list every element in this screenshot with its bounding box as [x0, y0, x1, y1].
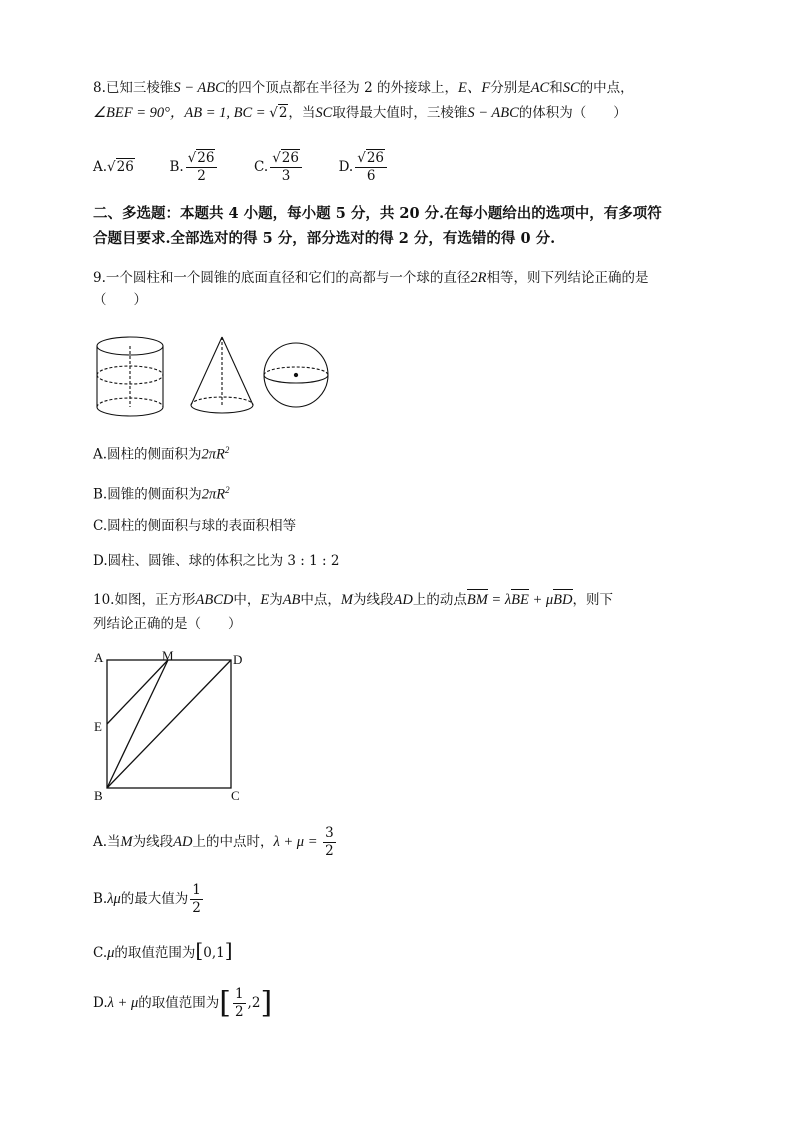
bracket-right: ] — [260, 985, 273, 1021]
q10-d-text: 的取值范围为 — [138, 995, 220, 1011]
bracket-right: ] — [224, 938, 233, 962]
q8-line1 — [93, 78, 634, 98]
q8-text: 的中点， — [579, 80, 634, 96]
bracket-left: [ — [219, 985, 231, 1021]
q8-text: 的四个顶点都在半径为 2 的外接球上， — [224, 80, 458, 96]
q9-b-expr: 2πR — [201, 486, 226, 503]
q9-line2: （ ） — [93, 292, 147, 308]
q10-a-text: 上的中点时， — [192, 834, 274, 850]
q10-text: 为线段 — [353, 592, 394, 608]
q9-line1 — [93, 268, 649, 288]
option-b-num: 26 — [197, 150, 215, 166]
q10-b-expr: λμ — [107, 891, 121, 907]
q8-angle: ∠BEF = 90°， — [93, 105, 185, 121]
q10-text: 中， — [233, 592, 261, 608]
option-c-value: $\frac{√26}{3}$ — [270, 150, 302, 185]
q10-a-fraction — [323, 825, 336, 860]
option-d-num: 26 — [366, 150, 385, 166]
q10-ab: AB — [282, 592, 301, 608]
option-b-value: $\frac{√26}{2}$ — [186, 150, 218, 185]
q10-e: E — [260, 592, 270, 608]
q8-text: 和 — [549, 80, 563, 96]
bracket-left: [ — [195, 938, 204, 962]
label-c: C — [231, 788, 240, 803]
q10-eq: = λ — [487, 592, 512, 608]
option-c-num: 26 — [281, 150, 299, 166]
label-a: A — [94, 650, 104, 665]
q10-a-den: 2 — [325, 843, 334, 859]
q10-c-text: C. — [93, 945, 108, 961]
option-b-den: 2 — [197, 168, 206, 184]
q9-option-b — [93, 480, 230, 505]
q10-d-den: 2 — [234, 1004, 244, 1020]
q10-d-fraction — [233, 986, 246, 1021]
q8-prefix: 8.已知三棱锥 — [93, 80, 174, 96]
q8-text: ，当 — [288, 105, 316, 121]
q10-option-d — [93, 982, 272, 1024]
q9-option-a — [93, 440, 229, 465]
q8-ef: E、F — [457, 80, 491, 96]
label-b: B — [94, 788, 103, 803]
q10-b-text: B. — [93, 891, 108, 907]
q9-2r: 2R — [470, 270, 487, 286]
vector-bd: BD — [553, 592, 573, 608]
q10-a-text: A.当 — [93, 834, 121, 850]
section2-line1: 二、多选题：本题共 4 小题，每小题 5 分，共 20 分.在每小题给出的选项中，有多项符 — [93, 205, 662, 222]
q10-plus: + μ — [528, 592, 554, 608]
label-e: E — [94, 719, 102, 734]
q9-a-sup: 2 — [224, 445, 230, 455]
q9-text: 相等，则下列结论正确的是 — [486, 270, 649, 286]
option-d-den: 6 — [366, 168, 376, 184]
option-d-value: $\frac{√26}{6}$ — [355, 150, 387, 185]
q10-a-num: 3 — [325, 825, 334, 841]
segment-bm — [107, 660, 168, 788]
q8-ac: AC — [530, 80, 550, 96]
label-d: D — [233, 652, 243, 667]
q8-line2 — [93, 103, 627, 123]
sphere-figure — [264, 343, 328, 407]
q10-b-den: 2 — [192, 900, 201, 916]
q10-square-figure — [90, 648, 250, 806]
q10-d-expr: λ + μ — [107, 995, 139, 1011]
q8-sc: SC — [562, 80, 580, 96]
q9-b-text: B.圆锥的侧面积为 — [93, 486, 202, 503]
option-a-label: A. — [93, 159, 108, 175]
q8-options — [93, 147, 389, 187]
option-c-den: 3 — [281, 168, 291, 184]
q10-option-a — [93, 824, 338, 860]
q10-m: M — [340, 592, 354, 608]
q10-c-mu: μ — [107, 945, 115, 961]
q9-a-expr: 2πR — [201, 446, 225, 463]
q10-d-num: 1 — [234, 986, 244, 1002]
option-b-label: B. — [169, 159, 184, 175]
q10-c-range: 0,1 — [203, 945, 225, 961]
q10-a-ad: AD — [173, 834, 193, 850]
q9-text: 9.一个圆柱和一个圆锥的底面直径和它们的高都与一个球的直径 — [93, 270, 471, 286]
option-a-value: √26 — [107, 159, 134, 175]
q9-option-c: C.圆柱的侧面积与球的表面积相等 — [93, 518, 297, 534]
segment-bd — [107, 660, 231, 788]
q10-line1 — [93, 590, 613, 610]
label-m: M — [162, 648, 174, 663]
q10-text: 10.如图，正方形 — [93, 592, 196, 608]
cone-figure — [191, 337, 253, 413]
q10-b-fraction — [190, 882, 203, 917]
q8-sqrt2-radicand: 2 — [278, 105, 288, 121]
q10-line2: 列结论正确的是（ ） — [93, 616, 242, 632]
q9-b-sup: 2 — [225, 485, 230, 495]
q10-b-num: 1 — [192, 882, 201, 898]
q8-sqrt2: √2 — [269, 105, 288, 121]
q8-tetrahedron: S − ABC — [467, 105, 519, 121]
q9-a-text: A.圆柱的侧面积为 — [93, 446, 202, 463]
q8-sc: SC — [315, 105, 333, 121]
q8-tetrahedron: S − ABC — [173, 80, 225, 96]
vector-be: BE — [511, 592, 529, 608]
q10-option-c — [93, 935, 233, 968]
q8-ab: AB = 1, BC = — [184, 105, 270, 121]
option-a-radicand: 26 — [116, 159, 134, 175]
q10-c-text: 的取值范围为 — [114, 945, 196, 961]
q10-text: 为 — [269, 592, 283, 608]
q10-text: 中点， — [300, 592, 341, 608]
q8-text: 取得最大值时，三棱锥 — [332, 105, 468, 121]
q10-d-tail: ,2 — [247, 995, 261, 1011]
segment-em — [107, 660, 168, 724]
option-d-label: D. — [338, 159, 354, 175]
q10-ad: AD — [393, 592, 413, 608]
q10-text: ，则下 — [572, 592, 614, 608]
q10-a-expr: λ + μ = — [273, 834, 322, 850]
q9-figure — [90, 328, 335, 420]
cylinder-figure — [97, 337, 163, 416]
q9-option-d: D.圆柱、圆锥、球的体积之比为 3 : 1 : 2 — [93, 553, 340, 569]
option-c-label: C. — [254, 159, 269, 175]
q10-text: 上的动点 — [412, 592, 467, 608]
section2-line2: 合题目要求.全部选对的得 5 分，部分选对的得 2 分，有选错的得 0 分. — [93, 230, 556, 247]
q10-a-m: M — [120, 834, 133, 850]
q10-abcd: ABCD — [195, 592, 234, 608]
vector-bm: BM — [466, 592, 488, 608]
q8-text: 的体积为（ ） — [518, 105, 627, 121]
q10-option-b — [93, 881, 205, 917]
q10-d-text: D. — [93, 995, 108, 1011]
q8-text: 分别是 — [490, 80, 531, 96]
q10-b-text: 的最大值为 — [120, 891, 189, 907]
q10-a-text: 为线段 — [132, 834, 174, 850]
